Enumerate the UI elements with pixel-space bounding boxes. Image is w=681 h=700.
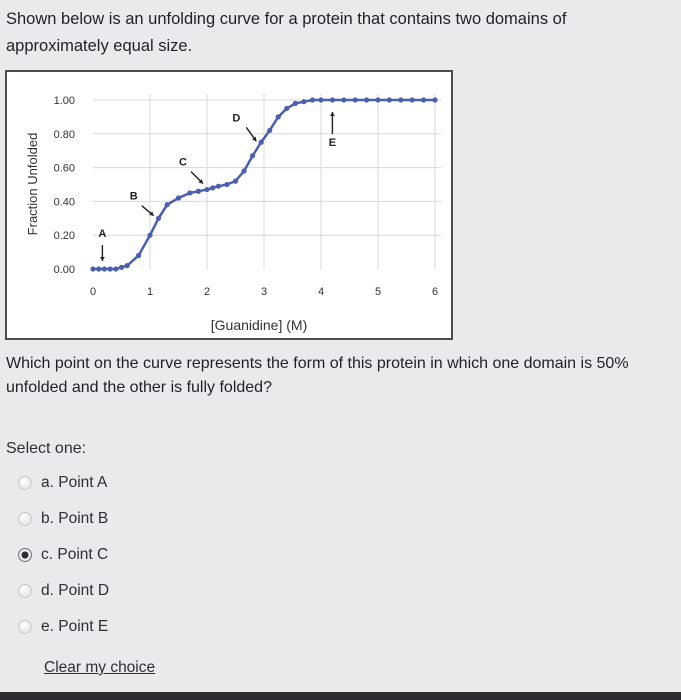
- option-e-label: e. Point E: [41, 618, 109, 635]
- data-point: [136, 253, 141, 258]
- x-tick-label: 5: [374, 286, 382, 298]
- data-point: [353, 97, 358, 102]
- annotation-label: D: [232, 112, 241, 125]
- data-point: [210, 185, 215, 190]
- x-tick-label: 1: [146, 286, 154, 298]
- data-point: [267, 128, 272, 133]
- y-tick-label: 0.60: [53, 162, 75, 175]
- data-point: [364, 97, 369, 102]
- option-d[interactable]: [18, 580, 109, 602]
- data-point: [165, 202, 170, 207]
- option-d-label: d. Point D: [41, 582, 110, 599]
- question-prompt: Which point on the curve represents the form of this protein in which one domain is 50% unfolded and the other is fully folded?: [6, 355, 629, 396]
- option-b[interactable]: [18, 508, 108, 530]
- y-tick-label: 0.20: [53, 230, 75, 243]
- option-a[interactable]: [18, 472, 107, 494]
- data-point: [224, 182, 229, 187]
- y-tick-label: 0.00: [53, 264, 75, 276]
- arrowhead: [330, 112, 335, 116]
- annotation-label: C: [179, 156, 187, 169]
- data-point: [398, 97, 403, 102]
- data-point: [241, 168, 246, 173]
- data-point: [96, 266, 101, 271]
- annotation-label: B: [129, 190, 138, 203]
- radio-option-e[interactable]: [18, 620, 32, 634]
- x-tick-label: 6: [431, 286, 439, 298]
- y-tick-label: 0.40: [53, 196, 75, 209]
- data-point: [250, 153, 255, 158]
- data-point: [113, 266, 118, 271]
- data-point: [102, 266, 107, 271]
- data-point: [259, 140, 264, 145]
- data-point: [156, 216, 161, 221]
- unfolding-curve-plot: [7, 72, 451, 338]
- x-tick-label: 4: [317, 286, 325, 298]
- radio-option-a[interactable]: [18, 476, 32, 490]
- radio-option-b[interactable]: [18, 512, 32, 526]
- x-tick-label: 2: [203, 286, 211, 298]
- option-c-label: c. Point C: [41, 546, 109, 563]
- bottom-bar: [0, 692, 681, 700]
- data-point: [301, 99, 306, 104]
- option-e[interactable]: [18, 616, 108, 638]
- y-axis-label: Fraction Unfolded: [25, 132, 40, 236]
- data-point: [276, 114, 281, 119]
- option-b-label: b. Point B: [41, 510, 109, 527]
- option-c[interactable]: [18, 544, 108, 566]
- data-point: [176, 195, 181, 200]
- annotation-label: E: [328, 137, 337, 149]
- x-axis-label: [Guanidine] (M): [210, 317, 308, 333]
- data-point: [233, 179, 238, 184]
- y-tick-label: 0.80: [53, 128, 75, 141]
- y-tick-label: 1.00: [53, 95, 75, 107]
- arrowhead: [100, 257, 105, 261]
- data-point: [410, 97, 415, 102]
- data-point: [421, 97, 426, 102]
- data-point: [375, 97, 380, 102]
- x-tick-label: 0: [89, 286, 97, 298]
- data-point: [187, 190, 192, 195]
- data-point: [284, 106, 289, 111]
- data-point: [387, 97, 392, 102]
- question-intro: Shown below is an unfolding curve for a protein that contains two domains of approximately equal size.: [6, 10, 567, 55]
- data-point: [310, 97, 315, 102]
- data-point: [108, 266, 113, 271]
- data-point: [147, 233, 152, 238]
- data-point: [293, 101, 298, 106]
- data-point: [90, 266, 95, 271]
- annotation-label: A: [98, 228, 107, 240]
- unfolding-chart: [5, 70, 453, 340]
- data-point: [125, 263, 130, 268]
- x-tick-label: 3: [260, 286, 268, 298]
- radio-option-c[interactable]: [18, 548, 32, 562]
- select-one-label: Select one:: [6, 440, 87, 457]
- radio-option-d[interactable]: [18, 584, 32, 598]
- option-a-label: a. Point A: [41, 474, 108, 491]
- data-point: [204, 187, 209, 192]
- clear-choice-link[interactable]: Clear my choice: [44, 659, 156, 676]
- data-point: [432, 97, 437, 102]
- data-point: [341, 97, 346, 102]
- data-point: [196, 189, 201, 194]
- data-point: [330, 97, 335, 102]
- data-point: [119, 265, 124, 270]
- data-point: [216, 184, 221, 189]
- data-point: [318, 97, 323, 102]
